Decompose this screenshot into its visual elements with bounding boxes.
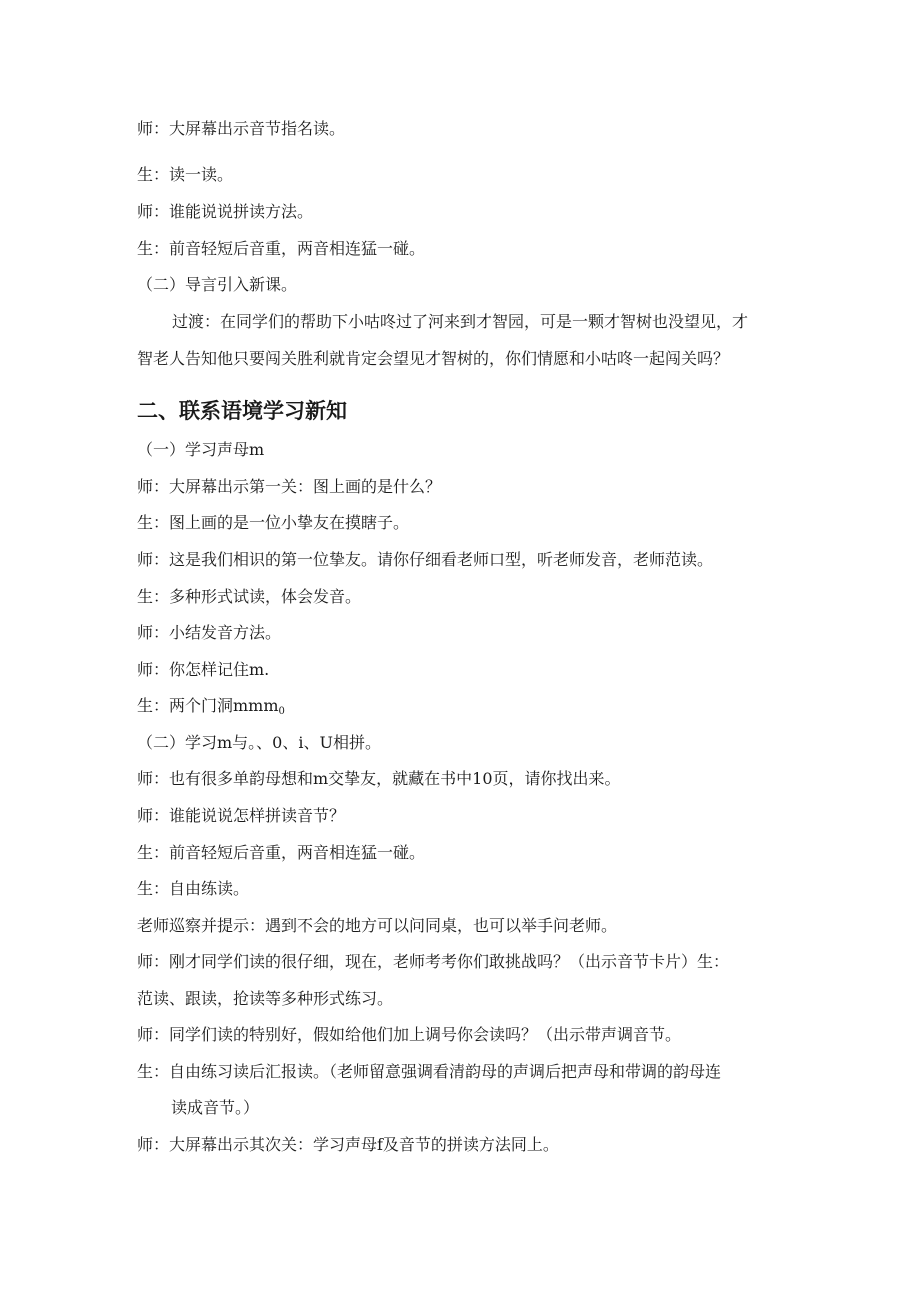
paragraph-line: 师：小结发音方法。 (137, 623, 282, 642)
paragraph-line: 师：刚才同学们读的很仔细，现在，老师考考你们敢挑战吗？（出示音节卡片）生： (137, 952, 730, 971)
paragraph-line: 师：大屏幕出示第一关：图上画的是什么？ (137, 477, 442, 496)
paragraph-line: 师：大屏幕出示其次关：学习声母f及音节的拼读方法同上。 (137, 1135, 559, 1154)
paragraph-line: 师：谁能说说怎样拼读音节？ (137, 806, 346, 825)
section-subheading: （二）导言引入新课。 (137, 275, 298, 294)
paragraph-line: 生：多种形式试读，体会发音。 (137, 587, 362, 606)
paragraph-line: 过渡：在同学们的帮助下小咕咚过了河来到才智园，可是一颗才智树也没望见，才 (172, 312, 749, 331)
paragraph-line: 智老人告知他只要闯关胜利就肯定会望见才智树的，你们情愿和小咕咚一起闯关吗？ (137, 349, 730, 368)
paragraph-line: 师：也有很多单韵母想和m交挚友，就藏在书中10页，请你找出来。 (137, 769, 621, 788)
paragraph-line: 生：自由练习读后汇报读。（老师留意强调看清韵母的声调后把声母和带调的韵母连 (137, 1062, 722, 1081)
paragraph-line: 师：大屏幕出示音节指名读。 (137, 119, 346, 138)
paragraph-line: 师：这是我们相识的第一位挚友。请你仔细看老师口型，听老师发音，老师范读。 (137, 550, 714, 569)
section-subheading: （二）学习m与。、0、i、U相拼。 (137, 733, 381, 752)
paragraph-line: 师：同学们读的特别好，假如给他们加上调号你会读吗？（出示带声调音节。 (137, 1025, 682, 1044)
paragraph-line: 范读、跟读，抢读等多种形式练习。 (137, 989, 394, 1008)
paragraph-line: 生：前音轻短后音重，两音相连猛一碰。 (137, 239, 426, 258)
paragraph-line: 生：前音轻短后音重，两音相连猛一碰。 (137, 843, 426, 862)
paragraph-text: 生：两个门洞mmm (137, 696, 279, 715)
paragraph-line: 老师巡察并提示：遇到不会的地方可以问同桌，也可以举手问老师。 (137, 916, 618, 935)
paragraph-line: 师：谁能说说拼读方法。 (137, 202, 314, 221)
paragraph-line: 师：你怎样记住m. (137, 660, 270, 679)
paragraph-line: 生：自由练读。 (137, 879, 250, 898)
paragraph-line: 生：图上画的是一位小挚友在摸瞎子。 (137, 513, 410, 532)
paragraph-line (137, 695, 285, 723)
paragraph-line: 读成音节。） (171, 1098, 260, 1117)
paragraph-line: 生：读一读。 (137, 165, 234, 184)
section-subheading: （一）学习声母m (137, 440, 265, 459)
subscript-text: 0 (278, 706, 285, 717)
section-heading: 二、联系语境学习新知 (137, 399, 347, 423)
